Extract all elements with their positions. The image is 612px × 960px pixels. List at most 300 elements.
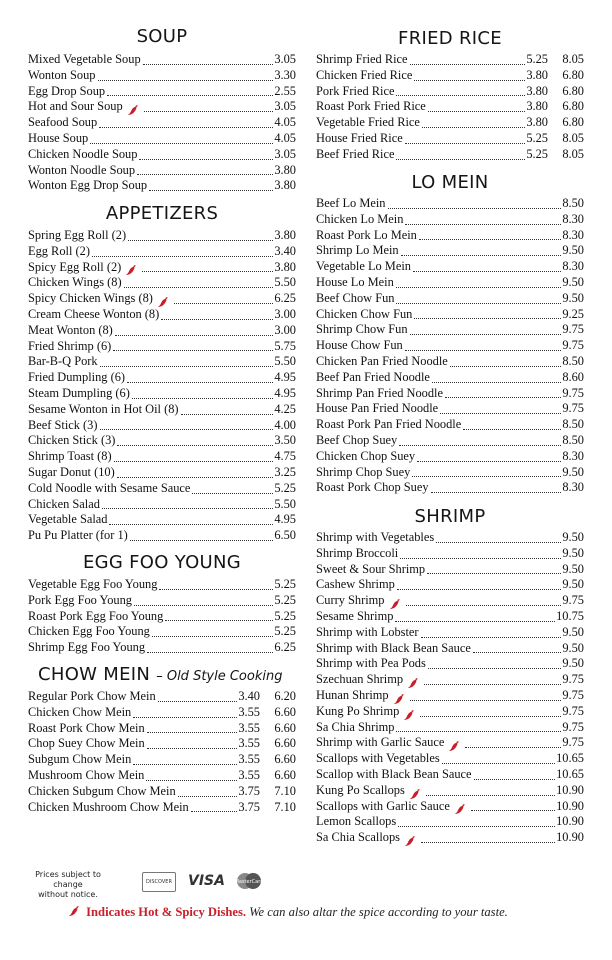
dot-leader (410, 324, 562, 335)
price-notice-line1: Prices subject to change (35, 870, 101, 889)
menu-item (28, 228, 296, 244)
dot-leader (422, 117, 525, 128)
dot-leader (149, 180, 273, 191)
menu-item (28, 131, 296, 147)
dot-leader (132, 388, 273, 399)
menu-item-price: 5.50 (274, 275, 296, 290)
section-title-appetizers: APPETIZERS (105, 203, 219, 224)
menu-item-price: 9.50 (562, 561, 584, 576)
dot-leader (440, 403, 561, 414)
menu-item (28, 721, 296, 737)
menu-item-name: Subgum Chow Mein (28, 752, 132, 767)
chili-pepper-icon (127, 104, 139, 116)
dot-leader (109, 514, 273, 525)
menu-item (316, 625, 584, 641)
chili-pepper-icon (403, 709, 415, 721)
menu-item-price: 9.75 (562, 719, 584, 734)
menu-item-price: 2.55 (274, 83, 296, 98)
chow-mein-subtitle: – Old Style Cooking (156, 669, 283, 684)
menu-item (316, 735, 584, 751)
menu-item-name: Spicy Egg Roll (2) (28, 259, 122, 274)
menu-item (28, 418, 296, 434)
menu-item-price: 3.55 (238, 767, 260, 782)
menu-item-name: Kung Po Scallops (316, 782, 405, 797)
menu-item (28, 512, 296, 528)
chili-pepper-icon (448, 740, 460, 752)
dot-leader (147, 722, 238, 733)
menu-item (28, 497, 296, 513)
menu-item-price: 8.60 (562, 369, 584, 384)
menu-item-price: 9.50 (562, 656, 584, 671)
menu-item (316, 307, 584, 323)
fried-rice-list (316, 52, 584, 163)
dot-leader (100, 356, 274, 367)
menu-item-name: Chicken Salad (28, 496, 100, 511)
menu-item-name: Roast Pork Fried Rice (316, 99, 426, 114)
menu-item-name: Vegetable Salad (28, 512, 108, 527)
menu-item (28, 370, 296, 386)
menu-item-name: Shrimp Toast (8) (28, 449, 112, 464)
menu-item-price: 3.55 (238, 752, 260, 767)
menu-item (316, 641, 584, 657)
menu-item-name: Wonton Noodle Soup (28, 162, 136, 177)
menu-item-price: 3.40 (238, 689, 260, 703)
dot-leader (397, 579, 561, 590)
menu-item-price: 3.25 (274, 464, 296, 479)
menu-item-price: 9.50 (562, 530, 584, 544)
menu-item-name: Spicy Chicken Wings (8) (28, 291, 153, 306)
menu-item (28, 275, 296, 291)
menu-item-price: 4.75 (274, 449, 296, 464)
menu-item (316, 480, 584, 496)
menu-item-price: 9.75 (562, 593, 584, 608)
menu-item-price: 9.50 (562, 545, 584, 560)
menu-item-name: Chicken Egg Foo Young (28, 624, 150, 639)
menu-item (316, 243, 584, 259)
dot-leader (99, 117, 273, 128)
menu-item-name: House Pan Fried Noodle (316, 401, 439, 416)
menu-item (316, 751, 584, 767)
menu-item-name: Scallops with Garlic Sauce (316, 798, 450, 813)
menu-item-name: Mixed Vegetable Soup (28, 52, 141, 66)
menu-item-price: 6.50 (274, 528, 296, 543)
menu-item-price-large: 6.60 (274, 752, 296, 767)
menu-item (28, 689, 296, 705)
menu-item-price: 10.65 (556, 751, 584, 766)
menu-item-price: 9.50 (562, 640, 584, 655)
menu-item-name: Beef Pan Fried Noodle (316, 369, 430, 384)
menu-item-price: 5.50 (274, 354, 296, 369)
menu-item-price: 3.80 (274, 178, 296, 193)
menu-item-name: Pu Pu Platter (for 1) (28, 528, 128, 543)
dot-leader (428, 101, 526, 112)
dot-leader (178, 786, 238, 797)
menu-item (28, 481, 296, 497)
mastercard-text: MasterCard (234, 879, 264, 885)
dot-leader (147, 642, 273, 653)
dot-leader (421, 627, 562, 638)
dot-leader (98, 70, 274, 81)
menu-item-price: 5.25 (274, 480, 296, 495)
menu-item-price: 9.50 (562, 624, 584, 639)
menu-item (28, 291, 296, 307)
menu-item (316, 720, 584, 736)
menu-item (28, 307, 296, 323)
menu-item-name: Sweet & Sour Shrimp (316, 561, 426, 576)
dot-leader (428, 658, 562, 669)
menu-item (28, 68, 296, 84)
dot-leader (107, 85, 273, 96)
menu-item-price-large: 6.20 (274, 689, 296, 703)
menu-item-name: Regular Pork Chow Mein (28, 689, 156, 703)
menu-item-price: 5.25 (526, 52, 548, 66)
menu-item (316, 401, 584, 417)
menu-item-price-large: 6.80 (562, 67, 584, 82)
menu-item-price-large: 8.05 (562, 146, 584, 161)
mastercard-logo (234, 872, 264, 890)
menu-item-price: 8.30 (562, 211, 584, 226)
menu-item-name: Shrimp with Pea Pods (316, 656, 426, 671)
menu-item-name: Roast Pork Pan Fried Noodle (316, 417, 462, 432)
section-title-shrimp: SHRIMP (414, 506, 486, 527)
menu-item (28, 323, 296, 339)
menu-item-price: 5.75 (274, 338, 296, 353)
menu-item-name: Fried Dumpling (6) (28, 370, 126, 385)
menu-item (316, 259, 584, 275)
menu-item-price: 5.25 (274, 577, 296, 591)
dot-leader (90, 133, 273, 144)
appetizers-list (28, 228, 296, 544)
menu-item-price: 10.75 (556, 608, 584, 623)
dot-leader (419, 229, 561, 240)
menu-item-name: Shrimp Fried Rice (316, 52, 408, 66)
menu-item-price-large: 7.10 (274, 799, 296, 814)
menu-item-price: 8.30 (562, 448, 584, 463)
menu-item-price: 4.95 (274, 385, 296, 400)
menu-item (28, 449, 296, 465)
menu-item (316, 115, 584, 131)
menu-item-price: 6.25 (274, 640, 296, 655)
menu-item (316, 465, 584, 481)
dot-leader (413, 261, 561, 272)
menu-item-name: Sesame Shrimp (316, 608, 394, 623)
menu-item-price: 10.90 (556, 814, 584, 829)
menu-item-price: 4.00 (274, 417, 296, 432)
dot-leader (412, 466, 561, 477)
menu-item-name: Pork Egg Foo Young (28, 592, 132, 607)
menu-item (28, 593, 296, 609)
menu-item-name: Hunan Shrimp (316, 687, 389, 702)
menu-item-price: 9.75 (562, 385, 584, 400)
menu-item-price: 9.75 (562, 401, 584, 416)
menu-item-price-large: 6.80 (562, 83, 584, 98)
menu-item-name: Wonton Soup (28, 67, 96, 82)
menu-item-name: Chicken Subgum Chow Mein (28, 783, 176, 798)
menu-item (316, 338, 584, 354)
menu-item-price: 3.55 (238, 704, 260, 719)
menu-item-price: 3.05 (274, 99, 296, 114)
dot-leader (396, 85, 525, 96)
menu-item-name: Roast Pork Lo Mein (316, 227, 417, 242)
menu-item-name: Seafood Soup (28, 115, 98, 130)
menu-item (316, 767, 584, 783)
menu-item (28, 640, 296, 656)
dot-leader (113, 340, 273, 351)
dot-leader (395, 611, 555, 622)
menu-item-price: 9.75 (562, 687, 584, 702)
menu-item-price: 5.25 (274, 608, 296, 623)
menu-item (316, 354, 584, 370)
dot-leader (396, 721, 561, 732)
menu-item-name: Beef Stick (3) (28, 417, 98, 432)
menu-item-name: Chicken Noodle Soup (28, 146, 138, 161)
menu-item (316, 147, 584, 163)
menu-item (316, 688, 584, 704)
menu-item-price: 3.55 (238, 736, 260, 751)
lo-mein-list (316, 196, 584, 496)
menu-item-price: 9.75 (562, 322, 584, 337)
menu-item-price-large: 6.80 (562, 115, 584, 130)
dot-leader (396, 293, 561, 304)
menu-item-price: 8.50 (562, 432, 584, 447)
dot-leader (100, 419, 274, 430)
menu-item (316, 656, 584, 672)
menu-item-name: Shrimp with Black Bean Sauce (316, 640, 471, 655)
menu-item (28, 386, 296, 402)
menu-item-price: 10.65 (556, 766, 584, 781)
dot-leader (417, 451, 561, 462)
dot-leader (165, 610, 273, 621)
menu-item (316, 577, 584, 593)
chili-pepper-icon (407, 677, 419, 689)
dot-leader (143, 54, 274, 65)
menu-item-name: Sa Chia Shrimp (316, 719, 395, 734)
menu-item-price-large: 6.80 (562, 99, 584, 114)
menu-item (28, 705, 296, 721)
menu-item (316, 291, 584, 307)
menu-item (28, 178, 296, 194)
menu-item-price-large: 8.05 (562, 130, 584, 145)
dot-leader (115, 325, 274, 336)
menu-item (28, 800, 296, 816)
menu-item-price: 3.00 (274, 306, 296, 321)
menu-item-name: Kung Po Shrimp (316, 703, 400, 718)
menu-item (28, 260, 296, 276)
dot-leader (117, 435, 273, 446)
menu-item-price: 5.25 (526, 146, 548, 161)
dot-leader (400, 548, 561, 559)
menu-item-price: 4.05 (274, 115, 296, 130)
menu-item (316, 99, 584, 115)
menu-item-name: Pork Fried Rice (316, 83, 395, 98)
menu-item-price: 3.80 (526, 83, 548, 98)
menu-item-price: 3.80 (274, 259, 296, 274)
dot-leader (414, 308, 561, 319)
menu-item-name: Scallop with Black Bean Sauce (316, 766, 472, 781)
menu-item-price: 9.25 (562, 306, 584, 321)
menu-item (28, 752, 296, 768)
dot-leader (398, 816, 555, 827)
menu-item-price: 3.75 (238, 799, 260, 814)
menu-item-price: 8.30 (562, 227, 584, 242)
section-title-fried-rice: FRIED RICE (398, 28, 502, 49)
menu-item (28, 624, 296, 640)
dot-leader (405, 214, 561, 225)
price-notice-line2: without notice. (38, 890, 98, 899)
menu-item-price: 10.90 (556, 830, 584, 845)
menu-item-price: 3.80 (526, 115, 548, 130)
menu-item-name: Chicken Chow Fun (316, 306, 413, 321)
menu-item-name: House Chow Fun (316, 338, 403, 353)
menu-item-name: Scallops with Vegetables (316, 751, 440, 766)
menu-item-name: Chop Suey Chow Mein (28, 736, 145, 751)
menu-item-name: Beef Chop Suey (316, 432, 398, 447)
menu-item-price: 9.75 (562, 735, 584, 750)
dot-leader (142, 261, 273, 272)
menu-item (28, 465, 296, 481)
chili-pepper-icon (125, 264, 137, 276)
menu-item-name: Fried Shrimp (6) (28, 338, 112, 353)
dot-leader (432, 372, 561, 383)
dot-leader (396, 277, 562, 288)
dot-leader (450, 356, 562, 367)
dot-leader (410, 54, 526, 65)
menu-item-name: Sugar Donut (10) (28, 464, 115, 479)
section-title-chow-mein (38, 664, 306, 688)
menu-item-price: 9.75 (562, 672, 584, 687)
menu-item-price: 9.50 (562, 577, 584, 592)
chow-mein-list (28, 689, 296, 815)
menu-item-name: Cold Noodle with Sesame Sauce (28, 480, 191, 495)
menu-item (316, 68, 584, 84)
menu-item-name: Roast Pork Chop Suey (316, 480, 429, 495)
dot-leader (146, 770, 237, 781)
menu-item-name: Sa Chia Scallops (316, 830, 400, 845)
menu-item-name: Shrimp with Vegetables (316, 530, 435, 544)
dot-leader (445, 387, 561, 398)
menu-item-price-large: 6.60 (274, 704, 296, 719)
menu-item (316, 52, 584, 68)
menu-item (316, 228, 584, 244)
menu-item (316, 275, 584, 291)
dot-leader (405, 133, 526, 144)
menu-item (316, 370, 584, 386)
menu-item-name: House Fried Rice (316, 130, 403, 145)
menu-item (28, 115, 296, 131)
menu-item-price: 5.50 (274, 496, 296, 511)
dot-leader (388, 198, 562, 209)
dot-leader (431, 482, 562, 493)
menu-item-price: 8.30 (562, 259, 584, 274)
menu-item-name: Sesame Wonton in Hot Oil (8) (28, 401, 179, 416)
menu-item (28, 52, 296, 68)
menu-item-name: Beef Lo Mein (316, 196, 386, 210)
menu-item-price: 5.25 (526, 130, 548, 145)
dot-leader (114, 451, 274, 462)
menu-item-price: 8.30 (562, 480, 584, 495)
egg-foo-young-list (28, 577, 296, 656)
menu-item (316, 593, 584, 609)
dot-leader (436, 532, 561, 543)
menu-item-name: Steam Dumpling (6) (28, 385, 130, 400)
dot-leader (158, 691, 238, 702)
dot-leader (159, 579, 273, 590)
menu-item-name: Beef Chow Fun (316, 290, 395, 305)
menu-item-price: 3.40 (274, 243, 296, 258)
dot-leader (401, 245, 562, 256)
menu-item (316, 799, 584, 815)
spicy-legend (64, 905, 604, 920)
menu-item (316, 386, 584, 402)
discover-card-logo: DISCOVER (142, 872, 176, 892)
menu-item-price: 9.50 (562, 274, 584, 289)
menu-item-name: Roast Pork Egg Foo Young (28, 608, 164, 623)
dot-leader (124, 277, 274, 288)
menu-item (316, 704, 584, 720)
menu-item-price: 5.25 (274, 592, 296, 607)
chili-pepper-icon (68, 905, 80, 917)
menu-item-name: Wonton Egg Drop Soup (28, 178, 148, 193)
menu-item (28, 99, 296, 115)
menu-item (316, 212, 584, 228)
menu-item-name: Vegetable Egg Foo Young (28, 577, 158, 591)
section-title-egg-foo-young: EGG FOO YOUNG (82, 552, 242, 573)
dot-leader (92, 246, 273, 257)
menu-item-price: 4.95 (274, 512, 296, 527)
menu-item-name: Chicken Lo Mein (316, 211, 404, 226)
menu-item-name: Shrimp Lo Mein (316, 243, 399, 258)
dot-leader (128, 230, 273, 241)
menu-item-price: 3.00 (274, 322, 296, 337)
dot-leader (442, 753, 555, 764)
shrimp-list (316, 530, 584, 846)
soup-list (28, 52, 296, 194)
menu-item-price: 9.50 (562, 290, 584, 305)
menu-item-name: Vegetable Fried Rice (316, 115, 420, 130)
menu-item-price: 6.25 (274, 291, 296, 306)
dot-leader (421, 832, 555, 843)
menu-item (28, 244, 296, 260)
menu-item-price: 9.50 (562, 464, 584, 479)
menu-item (28, 784, 296, 800)
menu-item-price: 3.05 (274, 146, 296, 161)
dot-leader (144, 101, 274, 112)
menu-item-price: 4.25 (274, 401, 296, 416)
menu-item-name: Chicken Pan Fried Noodle (316, 353, 448, 368)
menu-item-name: Bar-B-Q Pork (28, 354, 98, 369)
visa-card-logo: VISA (188, 873, 225, 889)
menu-item-price: 8.50 (562, 353, 584, 368)
menu-item-name: Chicken Wings (8) (28, 275, 122, 290)
menu-item-price: 10.90 (556, 798, 584, 813)
menu-item (316, 814, 584, 830)
menu-item-name: Chicken Chop Suey (316, 448, 416, 463)
dot-leader (405, 340, 562, 351)
menu-item-name: Chicken Fried Rice (316, 67, 413, 82)
dot-leader (424, 674, 561, 685)
menu-item (28, 577, 296, 593)
dot-leader (473, 642, 561, 653)
dot-leader (191, 801, 238, 812)
menu-item (316, 449, 584, 465)
menu-item-name: Beef Fried Rice (316, 146, 395, 161)
chili-pepper-icon (454, 803, 466, 815)
dot-leader (471, 800, 555, 811)
dot-leader (414, 70, 525, 81)
menu-item-price: 5.25 (274, 624, 296, 639)
menu-item-price: 9.50 (562, 243, 584, 258)
menu-item-price-large: 7.10 (274, 783, 296, 798)
